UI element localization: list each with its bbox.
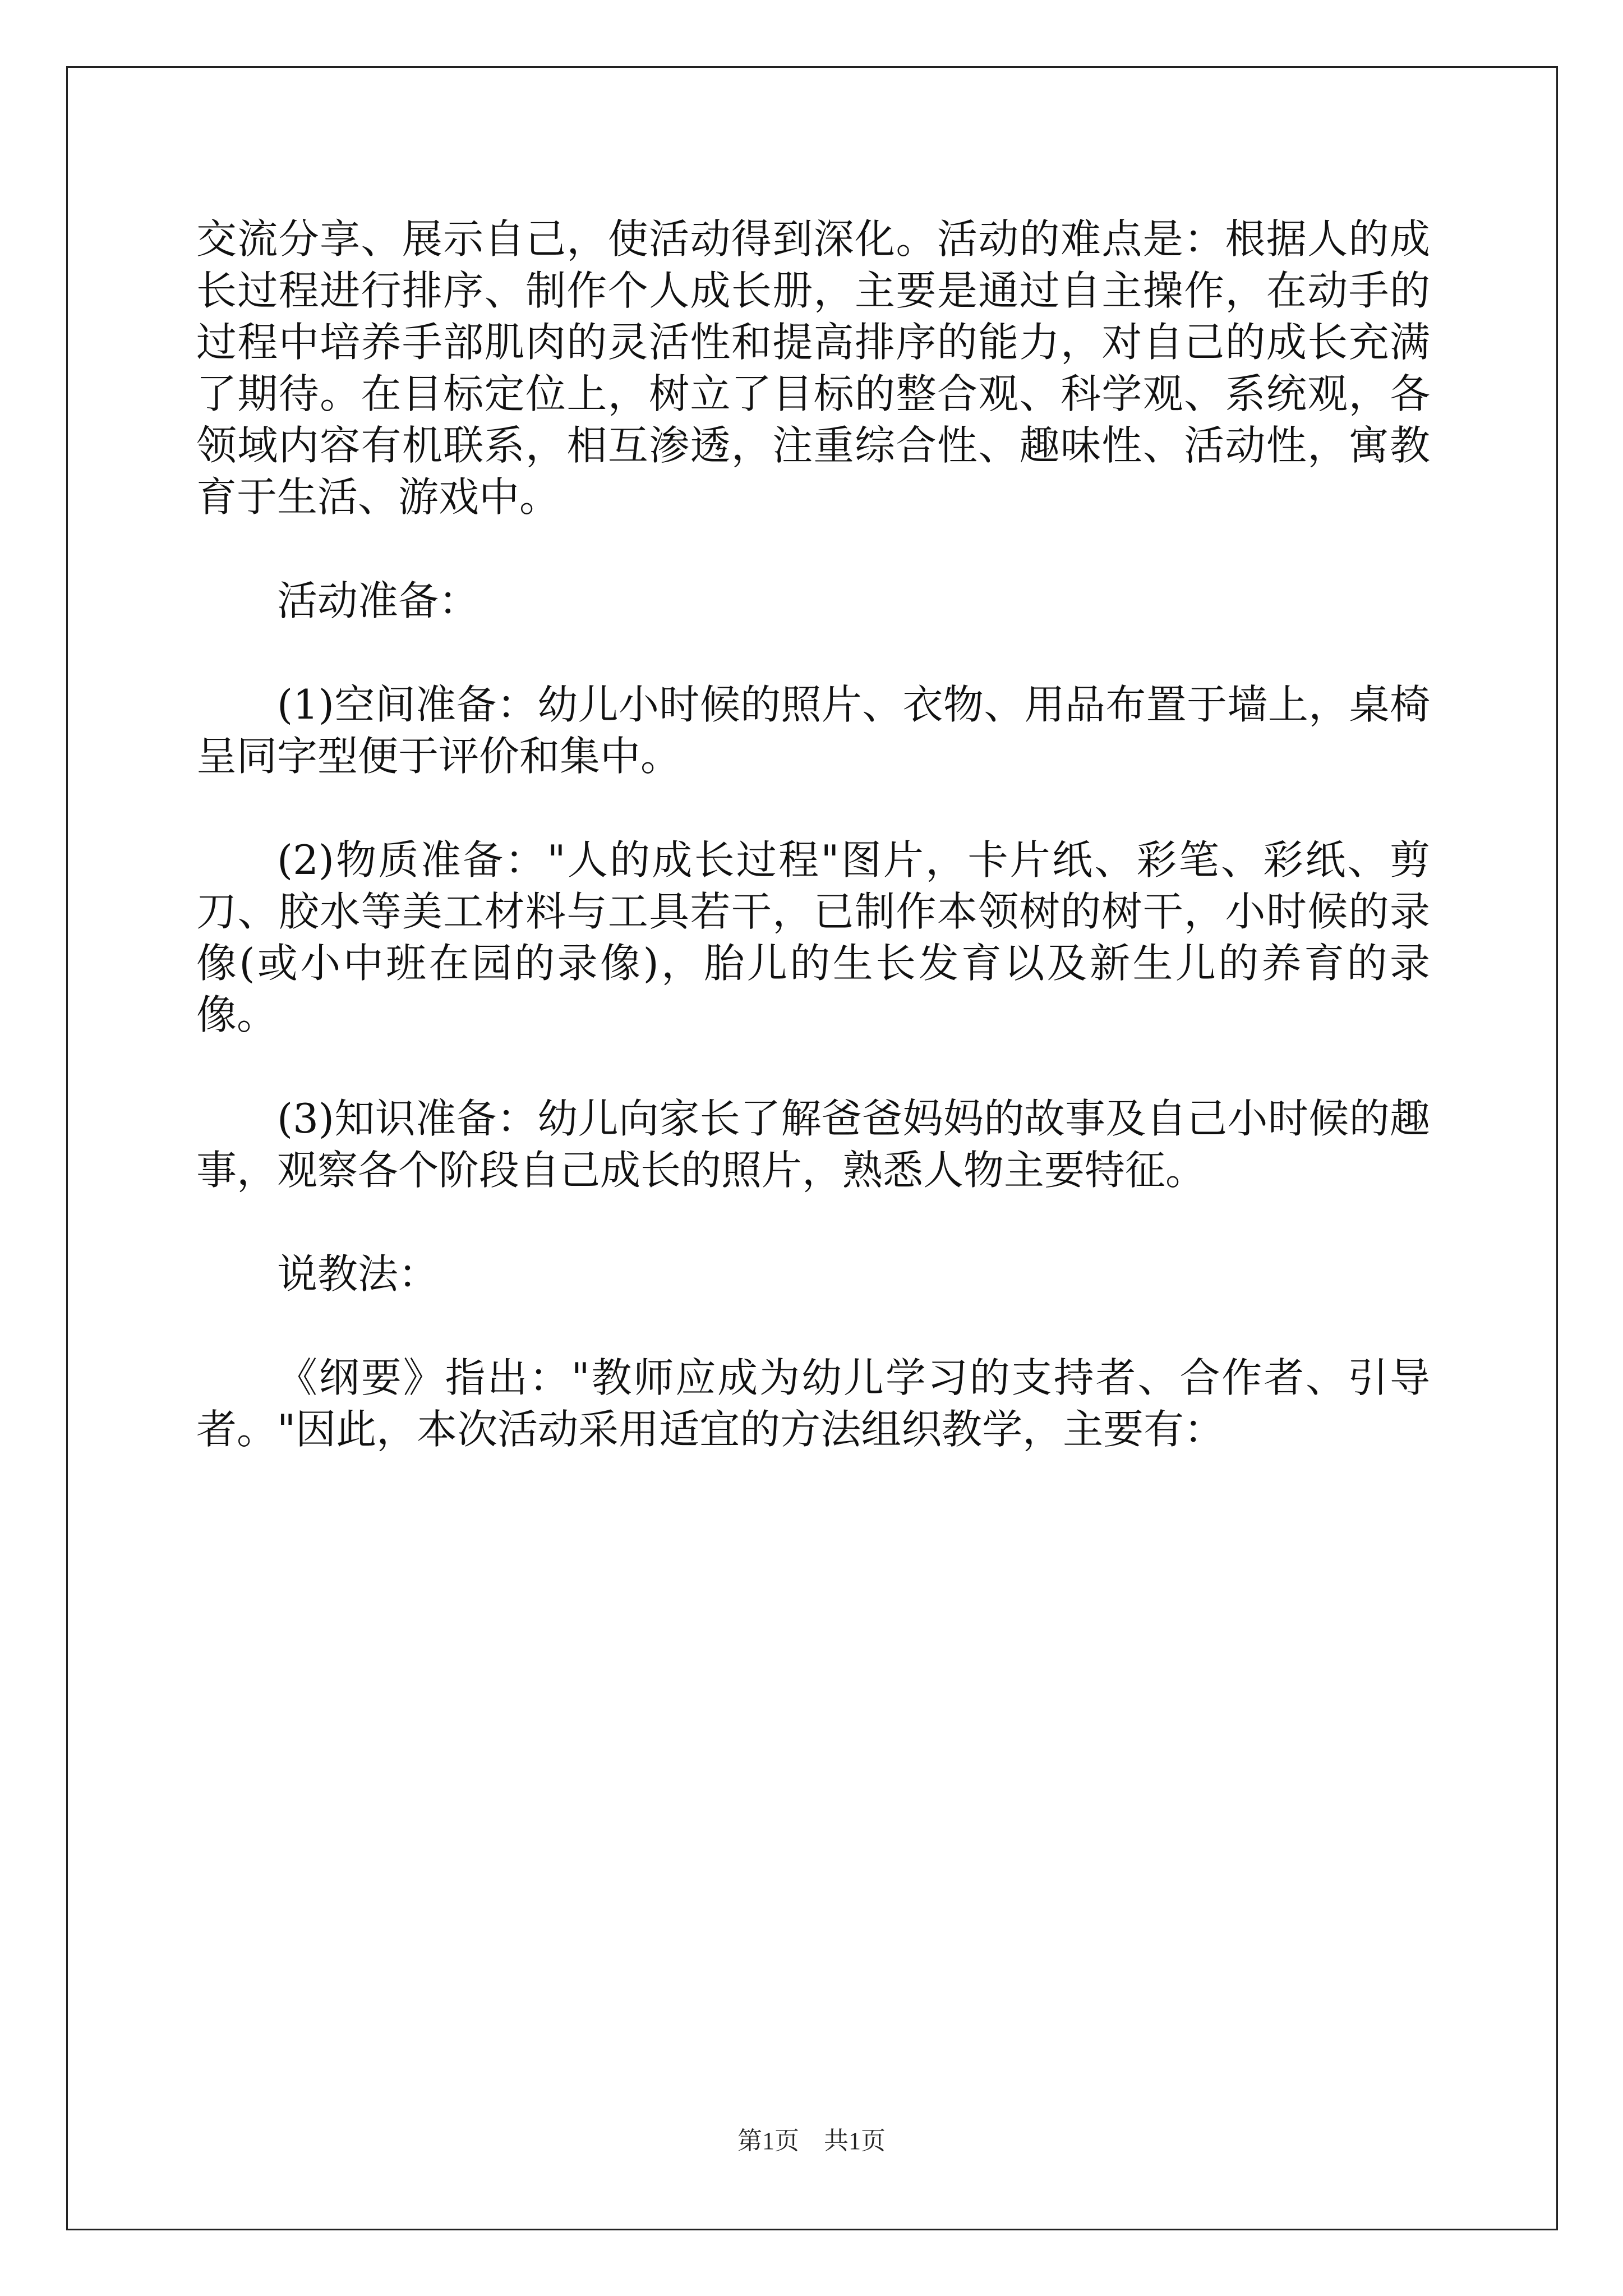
heading-activity-preparation: 活动准备： [277, 577, 479, 624]
paragraph-difficulty: 交流分享、展示自己，使活动得到深化。活动的难点是：根据人的成长过程进行排序、制作个人成长册，主要是通过自主操作，在动手的过程中培养手部肌肉的灵活性和提高排序的能力，对自己的成长充满了期待。在目标定位上，树立了目标的整合观、科学观、系统观，各领域内容有机联系，相互渗透，注重综合性、趣味性、活动性，寓教育于生活、游戏中。 [196, 215, 1430, 521]
page-footer: 第1页 共1页 [737, 2127, 886, 2155]
heading-teaching-methods: 说教法： [277, 1250, 439, 1297]
paragraph-outline-quote: 《纲要》指出："教师应成为幼儿学习的支持者、合作者、引导者。"因此，本次活动采用适宜的方法组织教学，主要有： [196, 1354, 1430, 1453]
paragraph-material-preparation: (2)物质准备："人的成长过程"图片，卡片纸、彩笔、彩纸、剪刀、胶水等美工材料与工具若干，已制作本领树的树干，小时候的录像(或小中班在园的录像)，胎儿的生长发育以及新生儿的养育的录像。 [196, 836, 1430, 1038]
paragraph-space-preparation: (1)空间准备：幼儿小时候的照片、衣物、用品布置于墙上，桌椅呈同字型便于评价和集中。 [196, 681, 1430, 780]
document-body [196, 213, 1430, 1507]
paragraph-knowledge-preparation: (3)知识准备：幼儿向家长了解爸爸妈妈的故事及自己小时候的趣事，观察各个阶段自己成长的照片，熟悉人物主要特征。 [196, 1095, 1430, 1194]
